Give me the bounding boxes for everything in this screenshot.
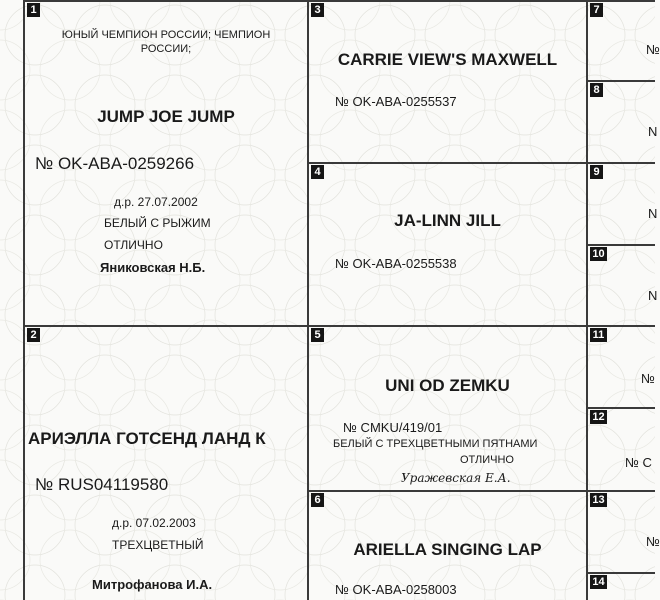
entry-color: БЕЛЫЙ С ТРЕХЦВЕТНЫМИ ПЯТНАМИ	[333, 438, 538, 450]
entry-reg-no: № OK-ABA-0255538	[335, 256, 457, 271]
entry-reg-fragment: №	[646, 42, 660, 57]
entry-reg-fragment: N	[648, 124, 658, 139]
entry-reg-no: № OK-ABA-0259266	[35, 154, 195, 173]
entry-reg-no: № OK-ABA-0255537	[335, 94, 457, 109]
entry-dob: д.р. 07.02.2003	[112, 516, 196, 530]
entry-grade: ОТЛИЧНО	[460, 454, 514, 466]
entry-reg-no: № CMKU/419/01	[343, 420, 443, 435]
entry-reg-fragment: №	[646, 534, 660, 549]
entry-4	[307, 162, 586, 325]
entry-color: ТРЕХЦВЕТНЫЙ	[112, 538, 204, 552]
entry-number: 7	[590, 3, 603, 17]
entry-number: 8	[590, 83, 603, 97]
entry-8	[586, 80, 658, 162]
entry-10	[586, 244, 658, 325]
entry-2	[23, 325, 307, 600]
entry-6	[307, 490, 586, 600]
entry-reg-no: № RUS04119580	[35, 475, 169, 494]
entry-number: 6	[311, 493, 324, 507]
entry-grade: ОТЛИЧНО	[104, 238, 163, 252]
entry-owner: Митрофанова И.А.	[92, 577, 213, 592]
entry-number: 2	[27, 328, 40, 342]
entry-owner: Яниковская Н.Б.	[100, 260, 206, 275]
entry-reg-fragment: № С	[625, 455, 652, 470]
entry-number: 13	[590, 493, 607, 507]
entry-13	[586, 490, 660, 572]
entry-5	[307, 325, 586, 490]
entry-name: UNI OD ZEMKU	[385, 376, 510, 395]
entry-reg-no: № OK-ABA-0258003	[335, 582, 457, 597]
entry-number: 3	[311, 3, 324, 17]
entry-name: ARIELLA SINGING LAP	[353, 540, 542, 559]
entry-number: 11	[590, 328, 607, 342]
entry-7	[586, 0, 660, 80]
entry-3	[307, 0, 586, 162]
entry-name: АРИЭЛЛА ГОТСЕНД ЛАНД К	[28, 429, 266, 448]
entry-1	[23, 0, 307, 325]
entry-number: 4	[311, 165, 324, 179]
entry-name: JUMP JOE JUMP	[97, 107, 235, 126]
entry-number: 5	[311, 328, 324, 342]
entry-11	[586, 325, 655, 407]
entry-number: 12	[590, 410, 607, 424]
entry-number: 10	[590, 247, 607, 261]
entry-number: 14	[590, 575, 607, 589]
entry-dob: д.р. 27.07.2002	[114, 195, 198, 209]
entry-titles: ЮНЫЙ ЧЕМПИОН РОССИИ; ЧЕМПИОН РОССИИ;	[61, 29, 271, 55]
entry-number: 9	[590, 165, 603, 179]
entry-name: JA-LINN JILL	[394, 211, 501, 230]
entry-12	[586, 407, 655, 490]
entry-14	[586, 572, 655, 600]
entry-9	[586, 162, 658, 244]
entry-number: 1	[27, 3, 40, 17]
entry-color: БЕЛЫЙ С РЫЖИМ	[104, 216, 211, 230]
entry-reg-fragment: №	[641, 371, 655, 386]
entry-reg-fragment: N	[648, 206, 658, 221]
entry-owner: Уражевская Е.А.	[401, 471, 511, 485]
entry-name: CARRIE VIEW'S MAXWELL	[337, 50, 558, 69]
entry-reg-fragment: N	[648, 288, 658, 303]
